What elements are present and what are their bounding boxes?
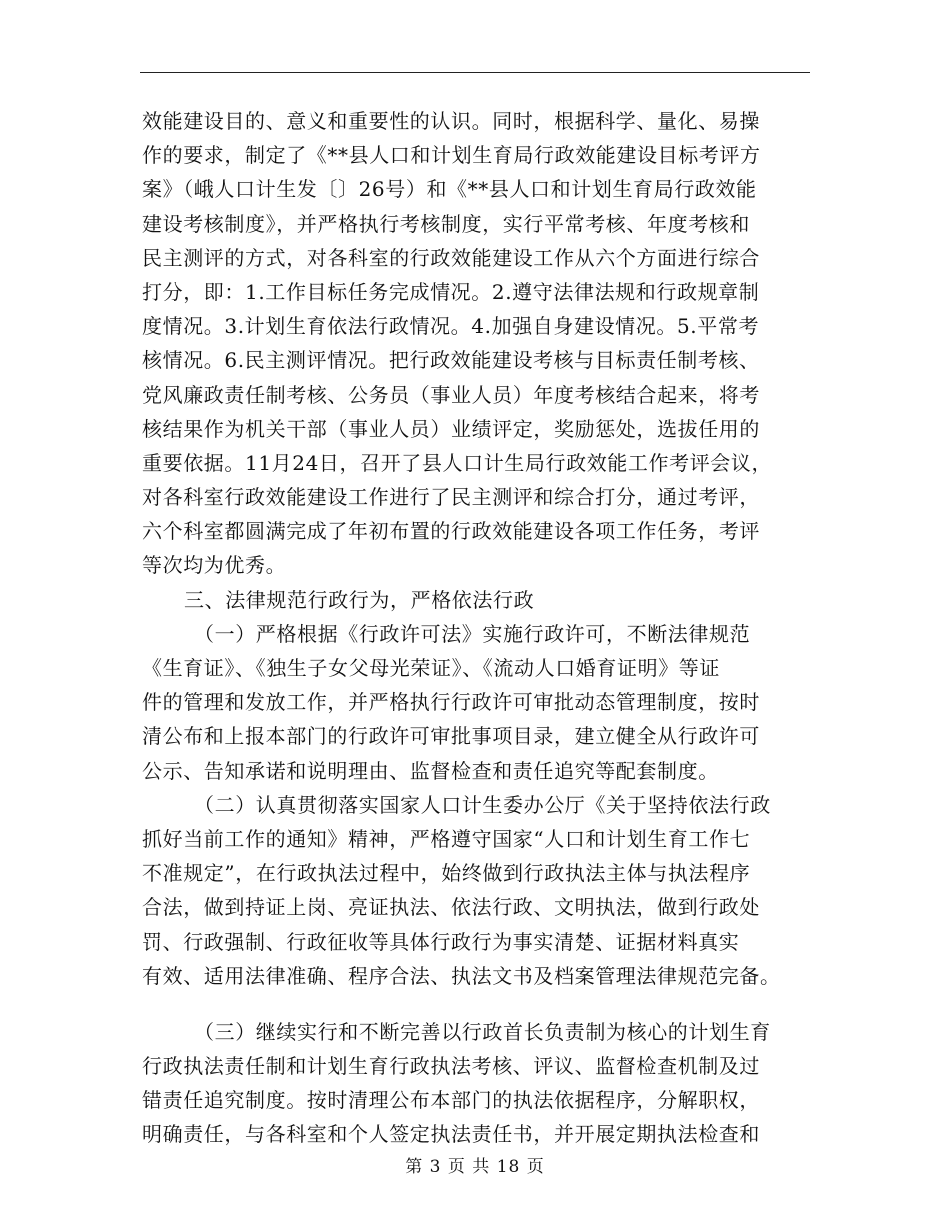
paragraph-line: 有效、适用法律准确、程序合法、执法文书及档案管理法律规范完备。 (142, 963, 781, 988)
paragraph-line: 罚、行政强制、行政征收等具体行政行为事实清楚、证据材料真实 (142, 929, 740, 954)
paragraph-line: 明确责任，与各科室和个人签定执法责任书，并开展定期执法检查和 (142, 1122, 760, 1147)
paragraph-line: 案》（峨人口计生发〔〕26号）和《**县人口和计划生育局行政效能 (142, 177, 757, 202)
paragraph-line: 打分，即：1.工作目标任务完成情况。2.遵守法律法规和行政规章制 (142, 279, 760, 304)
paragraph-line: 度情况。3.计划生育依法行政情况。4.加强自身建设情况。5.平常考 (142, 314, 760, 339)
section-heading: 三、法律规范行政行为，严格依法行政 (184, 587, 535, 612)
paragraph-line: （三）继续实行和不断完善以行政首长负责制为核心的计划生育 (194, 1019, 771, 1044)
paragraph-line: 清公布和上报本部门的行政许可审批事项目录，建立健全从行政许可 (142, 724, 760, 749)
paragraph-line: 错责任追究制度。按时清理公布本部门的执法依据程序，分解职权， (142, 1088, 760, 1113)
paragraph-line: 六个科室都圆满完成了年初布置的行政效能建设各项工作任务，考评 (142, 519, 760, 544)
document-body (142, 104, 812, 1152)
paragraph-line: 重要依据。11月24日，召开了县人口计生局行政效能工作考评会议， (142, 450, 773, 475)
paragraph-line: 等次均为优秀。 (142, 553, 287, 578)
paragraph-line: 核结果作为机关干部（事业人员）业绩评定，奖励惩处，选拔任用的 (142, 416, 760, 441)
paragraph-line: 不准规定”，在行政执法过程中，始终做到行政执法主体与执法程序 (142, 861, 751, 886)
paragraph-line: 作的要求，制定了《**县人口和计划生育局行政效能建设目标考评方 (142, 143, 761, 168)
paragraph-line: 件的管理和发放工作，并严格执行行政许可审批动态管理制度，按时 (142, 690, 760, 715)
paragraph-line: 合法，做到持证上岗、亮证执法、依法行政、文明执法，做到行政处 (142, 895, 760, 920)
paragraph-line: 抓好当前工作的通知》精神，严格遵守国家“人口和计划生育工作七 (142, 826, 751, 851)
paragraph-line: 《生育证》、《独生子女父母光荣证》、《流动人口婚育证明》等证 (142, 656, 720, 680)
paragraph-line: 建设考核制度》，并严格执行考核制度，实行平常考核、年度考核和 (142, 211, 750, 236)
page-number-footer: 第 3 页 共 18 页 (405, 1157, 545, 1177)
paragraph-line: 公示、告知承诺和说明理由、监督检查和责任追究等配套制度。 (142, 758, 719, 783)
paragraph-line: 对各科室行政效能建设工作进行了民主测评和综合打分，通过考评， (142, 485, 760, 510)
paragraph-line: 行政执法责任制和计划生育行政执法考核、评议、监督检查机制及过 (142, 1054, 760, 1079)
paragraph-line: 党风廉政责任制考核、公务员（事业人员）年度考核结合起来，将考 (142, 382, 760, 407)
header-rule (140, 72, 810, 73)
paragraph-line: 民主测评的方式，对各科室的行政效能建设工作从六个方面进行综合 (142, 245, 760, 270)
paragraph-gap (142, 993, 812, 1015)
paragraph-line: 效能建设目的、意义和重要性的认识。同时，根据科学、量化、易操 (142, 109, 760, 133)
paragraph-line: （二）认真贯彻落实国家人口计生委办公厅《关于坚持依法行政 (194, 792, 771, 817)
paragraph-line: （一）严格根据《行政许可法》实施行政许可，不断法律规范 (194, 621, 751, 646)
paragraph-line: 核情况。6.民主测评情况。把行政效能建设考核与目标责任制考核、 (142, 348, 760, 373)
